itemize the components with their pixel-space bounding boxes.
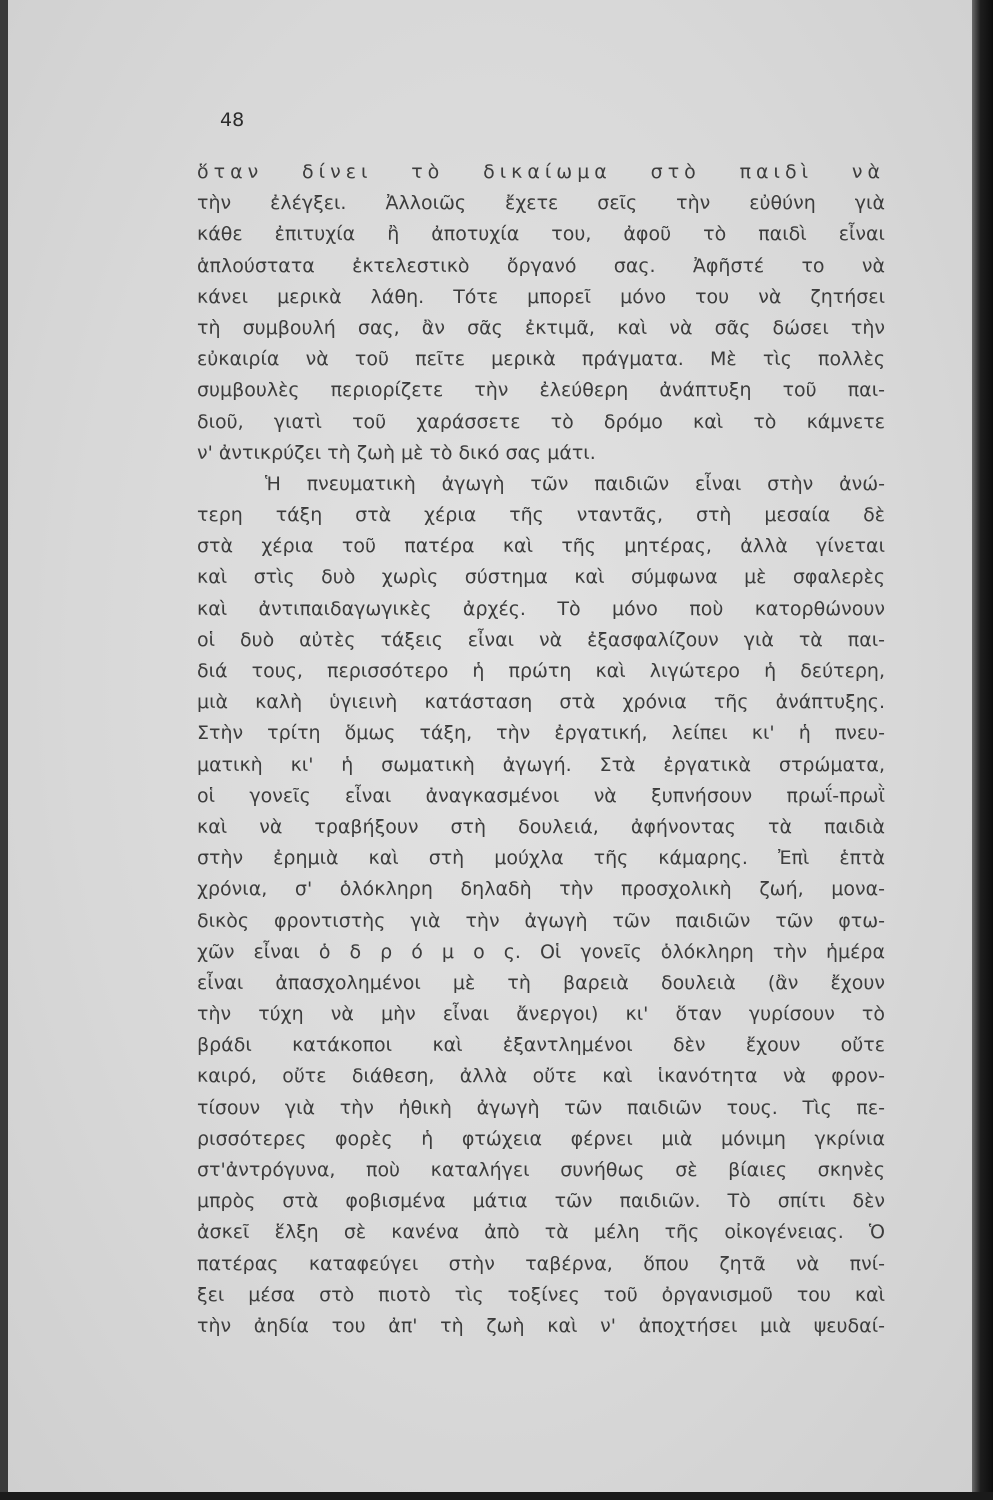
text-line: χῶν εἶναι ὁ δ ρ ό μ ο ς. Οἱ γονεῖς ὁλόκληρη τὴν ἡμέρα bbox=[197, 940, 885, 963]
text-line: οἱ δυὸ αὐτὲς τάξεις εἶναι νὰ ἐξασφαλίζουν γιὰ τὰ παι- bbox=[197, 628, 885, 651]
text-line: κάθε ἐπιτυχία ἢ ἀποτυχία του, ἀφοῦ τὸ παιδὶ εἶναι bbox=[197, 223, 885, 246]
text-line: ρισσότερες φορὲς ἡ φτώχεια φέρνει μιὰ μόνιμη γκρίνια bbox=[197, 1127, 885, 1150]
text-line: καὶ νὰ τραβήξουν στὴ δουλειά, ἀφήνοντας τὰ παιδιὰ bbox=[197, 815, 885, 838]
text-line: στὴν ἐρημιὰ καὶ στὴ μούχλα τῆς κάμαρης. Ἐπὶ ἑπτὰ bbox=[197, 847, 885, 870]
text-line: τὴν τύχη νὰ μὴν εἶναι ἄνεργοι) κι' ὅταν γυρίσουν τὸ bbox=[197, 1003, 885, 1026]
text-line: μιὰ καλὴ ὑγιεινὴ κατάσταση στὰ χρόνια τῆς ἀνάπτυξης. bbox=[197, 691, 885, 714]
text-line: διοῦ, γιατὶ τοῦ χαράσσετε τὸ δρόμο καὶ τὸ κάμνετε bbox=[197, 410, 885, 433]
text-line: οἱ γονεῖς εἶναι ἀναγκασμένοι νὰ ξυπνήσουν πρωΐ-πρωῒ bbox=[197, 784, 885, 807]
text-line: στ'ἀντρόγυνα, ποὺ καταλήγει συνήθως σὲ βίαιες σκηνὲς bbox=[197, 1159, 885, 1181]
text-line: δικὸς φροντιστὴς γιὰ τὴν ἀγωγὴ τῶν παιδιῶν τῶν φτω- bbox=[197, 909, 885, 932]
text-line: τὴ συμβουλή σας, ἂν σᾶς ἐκτιμᾶ, καὶ νὰ σᾶς δώσει τὴν bbox=[197, 316, 885, 339]
binding-shadow bbox=[972, 0, 993, 1500]
text-line: καιρό, οὔτε διάθεση, ἀλλὰ οὔτε καὶ ἱκανότητα νὰ φρον- bbox=[197, 1065, 885, 1088]
text-line: ὅταν δίνει τὸ δικαίωμα στὸ παιδὶ νὰ bbox=[197, 161, 885, 183]
text-line: τίσουν γιὰ τὴν ἠθικὴ ἀγωγὴ τῶν παιδιῶν τους. Τὶς πε- bbox=[197, 1096, 885, 1119]
text-line: στὰ χέρια τοῦ πατέρα καὶ τῆς μητέρας, ἀλλὰ γίνεται bbox=[197, 535, 885, 558]
text-line: βράδι κατάκοποι καὶ ἐξαντλημένοι δὲν ἔχουν οὔτε bbox=[197, 1034, 885, 1057]
text-line: καὶ ἀντιπαιδαγωγικὲς ἀρχές. Τὸ μόνο ποὺ κατορθώνουν bbox=[197, 597, 885, 620]
text-line: ξει μέσα στὸ πιοτὸ τὶς τοξίνες τοῦ ὀργανισμοῦ του καὶ bbox=[197, 1283, 885, 1306]
text-line: μπρὸς στὰ φοβισμένα μάτια τῶν παιδιῶν. Τὸ σπίτι δὲν bbox=[197, 1190, 885, 1213]
book-page bbox=[8, 0, 972, 1492]
text-line: κάνει μερικὰ λάθη. Τότε μπορεῖ μόνο του νὰ ζητήσει bbox=[197, 285, 885, 308]
page-number: 48 bbox=[220, 109, 245, 131]
text-line: καὶ στὶς δυὸ χωρὶς σύστημα καὶ σύμφωνα μὲ σφαλερὲς bbox=[197, 566, 885, 589]
body-text bbox=[197, 157, 885, 1342]
text-line: τὴν ἀηδία του ἀπ' τὴ ζωὴ καὶ ν' ἀποχτήσει μιὰ ψευδαί- bbox=[197, 1314, 885, 1337]
text-line: συμβουλὲς περιορίζετε τὴν ἐλεύθερη ἀνάπτυξη τοῦ παι- bbox=[197, 379, 885, 402]
text-line: τὴν ἐλέγξει. Ἀλλοιῶς ἔχετε σεῖς τὴν εὐθύνη γιὰ bbox=[197, 192, 885, 215]
text-line: χρόνια, σ' ὁλόκληρη δηλαδὴ τὴν προσχολικὴ ζωή, μονα- bbox=[197, 878, 885, 901]
text-line: τερη τάξη στὰ χέρια τῆς νταντᾶς, στὴ μεσαία δὲ bbox=[197, 504, 885, 527]
text-line: ματικὴ κι' ἡ σωματικὴ ἀγωγή. Στὰ ἐργατικὰ στρώματα, bbox=[197, 753, 885, 776]
text-line: Στὴν τρίτη ὅμως τάξη, τὴν ἐργατική, λείπει κι' ἡ πνευ- bbox=[197, 722, 885, 745]
text-line: εὐκαιρία νὰ τοῦ πεῖτε μερικὰ πράγματα. Μὲ τὶς πολλὲς bbox=[197, 348, 885, 371]
text-line: πατέρας καταφεύγει στὴν ταβέρνα, ὅπου ζητᾶ νὰ πνί- bbox=[197, 1252, 885, 1275]
text-line: εἶναι ἀπασχολημένοι μὲ τὴ βαρειὰ δουλειὰ (ἂν ἔχουν bbox=[197, 971, 885, 994]
text-line: ἀσκεῖ ἕλξη σὲ κανένα ἀπὸ τὰ μέλη τῆς οἰκογένειας. Ὁ bbox=[197, 1221, 885, 1244]
text-line: διά τους, περισσότερο ἡ πρώτη καὶ λιγώτερο ἡ δεύτερη, bbox=[197, 660, 885, 682]
bottom-scan-edge bbox=[0, 1492, 993, 1500]
text-line: ἁπλούστατα ἐκτελεστικὸ ὄργανό σας. Ἀφῆστέ το νὰ bbox=[197, 254, 885, 277]
paragraph-end-line: ν' ἀντικρύζει τὴ ζωὴ μὲ τὸ δικό σας μάτι. bbox=[197, 441, 596, 464]
paragraph-start-line: Ἡ πνευματικὴ ἀγωγὴ τῶν παιδιῶν εἶναι στὴν ἀνώ- bbox=[265, 472, 885, 495]
